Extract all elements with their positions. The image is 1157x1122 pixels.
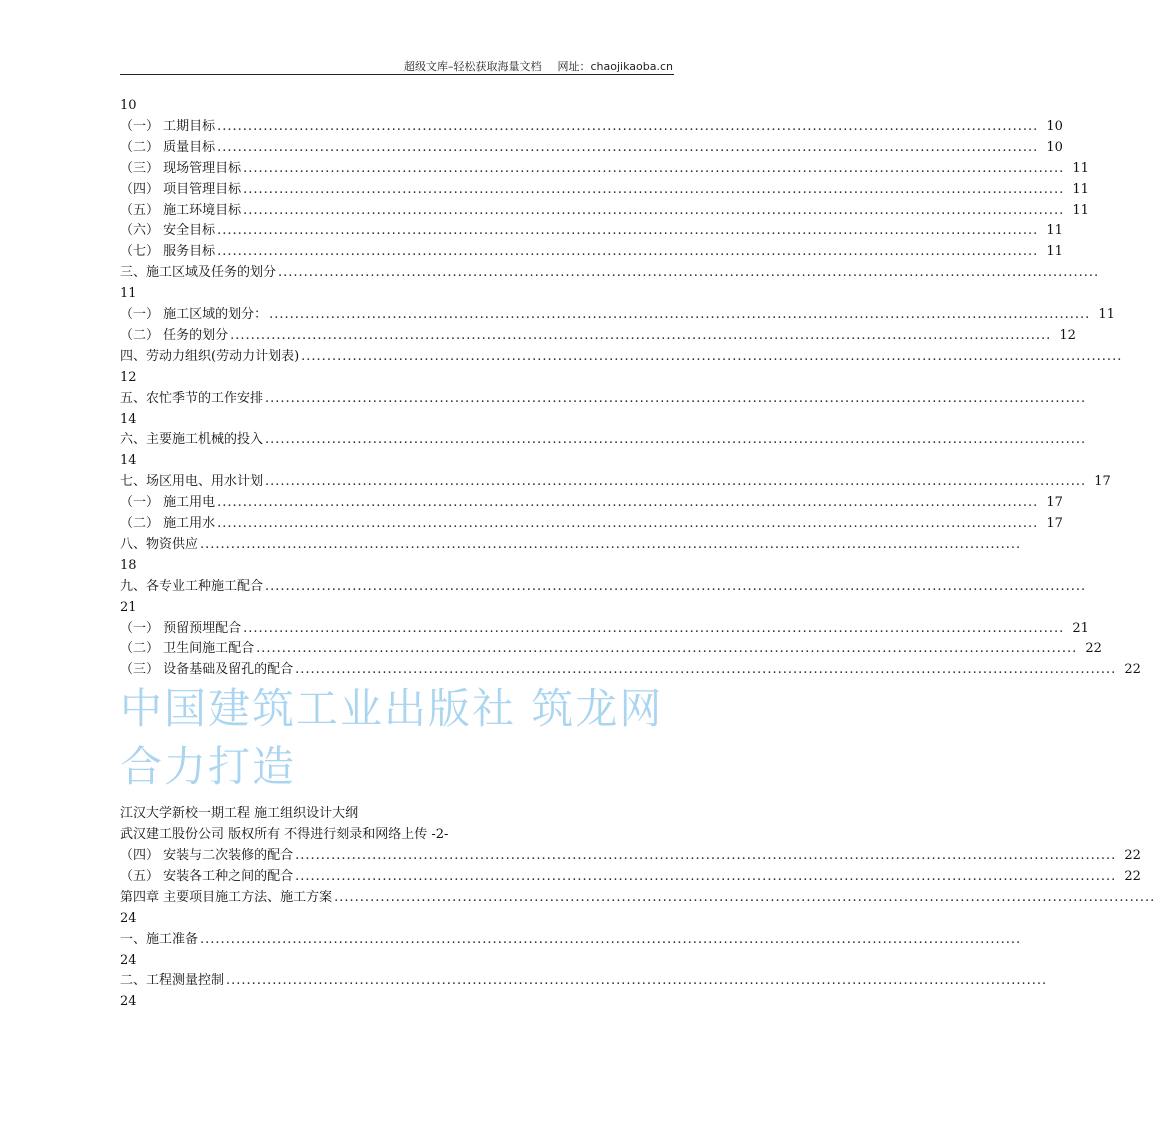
toc-leader-dots: ................................................................................................................................................................ [200,931,1022,947]
toc-entry-page: 22 [1124,662,1141,678]
toc-leader-dots: ................................................................................................................................................................ [217,139,1039,155]
toc-page-number-line: 14 [120,453,137,469]
toc-entry [120,889,1156,906]
page-header [120,56,674,75]
toc-entry [120,620,1089,637]
toc-leader-dots: ................................................................................................................................................................ [269,307,1091,322]
toc-entry-title: （五） 施工环境目标 [120,202,242,218]
toc-leader-dots: ................................................................................................................................................................ [217,516,1039,531]
toc-entry [120,578,1087,595]
toc-entry [120,474,1111,490]
toc-entry-page: 21 [1072,620,1089,636]
toc-leader-dots: ................................................................................................................................................................ [295,848,1117,863]
toc-entry-title: （一） 预留预埋配合 [120,620,242,636]
toc-entry-title: 三、施工区域及任务的划分 [120,265,277,281]
toc-entry-title: （三） 设备基础及留孔的配合 [120,662,294,678]
toc-entry-title: 七、场区用电、用水计划 [120,474,264,490]
toc-leader-dots: ................................................................................................................................................................ [230,327,1052,343]
toc-entry [120,848,1141,864]
toc-page-number-line: 18 [120,557,137,573]
toc-page-number-line: 14 [120,411,137,427]
toc-entry [120,327,1076,344]
toc-entry [120,495,1063,511]
toc-entry-title: （一） 施工区域的划分： [120,307,268,322]
toc-page-number-line: 24 [120,994,137,1010]
toc-leader-dots: ................................................................................................................................................................ [256,641,1078,657]
toc-leader-dots: ................................................................................................................................................................ [217,118,1039,134]
toc-leader-dots: ................................................................................................................................................................ [217,495,1039,511]
toc-entry-page: 11 [1046,244,1063,260]
header-text [404,58,673,74]
toc-entry [120,390,1087,407]
toc-page-number-line: 12 [120,369,137,385]
toc-leader-dots: ................................................................................................................................................................ [217,223,1039,239]
toc-entry-title: （一） 工期目标 [120,118,216,134]
toc-entry [120,139,1063,156]
toc-page-number-line: 24 [120,910,137,926]
toc-page-number-line: 11 [120,286,137,302]
toc-entry [120,244,1063,260]
toc-entry-title: 九、各专业工种施工配合 [120,578,264,594]
toc-entry [120,536,1022,553]
toc-entry [120,641,1102,657]
toc-entry-title: （二） 任务的划分 [120,327,229,343]
toc-entry [120,223,1063,239]
toc-entry-title: 第四章 主要项目施工方法、施工方案 [120,889,333,905]
toc-leader-dots: ................................................................................................................................................................ [265,474,1087,490]
toc-leader-dots: ................................................................................................................................................................ [265,390,1087,406]
toc-entry-page: 17 [1046,516,1063,531]
toc-leader-dots: ................................................................................................................................................................ [226,973,1048,989]
toc-entry-title: 一、施工准备 [120,931,199,947]
publisher-watermark: 中国建筑工业出版社 筑龙网 合力打造 [120,684,664,791]
toc-entry [120,973,1048,989]
toc-entry-page: 11 [1098,307,1115,322]
toc-entry-title: （二） 质量目标 [120,139,216,155]
toc-leader-dots: ................................................................................................................................................................ [301,348,1123,364]
toc-entry [120,662,1141,678]
toc-page-number-line: 21 [120,599,137,615]
toc-entry-page: 22 [1124,868,1141,884]
toc-page-number-line: 10 [120,98,137,113]
toc-leader-dots: ................................................................................................................................................................ [334,889,1156,905]
toc-entry-page: 11 [1046,223,1063,239]
toc-leader-dots: ................................................................................................................................................................ [243,160,1065,176]
toc-entry-page: 11 [1072,202,1089,218]
toc-entry [120,181,1089,198]
toc-entry-title: （四） 项目管理目标 [120,181,242,197]
footer-copyright: 武汉建工股份公司 版权所有 不得进行刻录和网络上传 -2- [120,827,449,842]
toc-entry-page: 17 [1046,495,1063,511]
toc-entry-title: 四、劳动力组织(劳动力计划表) [120,348,300,364]
toc-leader-dots: ................................................................................................................................................................ [243,620,1065,636]
toc-leader-dots: ................................................................................................................................................................ [295,868,1117,884]
toc-entry-title: 六、主要施工机械的投入 [120,432,264,448]
toc-entry-title: （五） 安装各工种之间的配合 [120,868,294,884]
toc-entry [120,118,1063,135]
toc-entry-title: （二） 施工用水 [120,516,216,531]
toc-entry-page: 10 [1046,118,1063,134]
toc-leader-dots: ................................................................................................................................................................ [278,265,1100,281]
toc-entry-title: （四） 安装与二次装修的配合 [120,848,294,863]
toc-entry-title: （六） 安全目标 [120,223,216,239]
header-site-slogan: 超级文库–轻松获取海量文档 [404,60,542,73]
toc-entry-title: 八、物资供应 [120,536,199,552]
toc-leader-dots: ................................................................................................................................................................ [265,432,1087,448]
toc-leader-dots: ................................................................................................................................................................ [265,578,1087,594]
toc-entry-title: （二） 卫生间施工配合 [120,641,255,657]
toc-leader-dots: ................................................................................................................................................................ [217,244,1039,260]
toc-entry-page: 12 [1059,327,1076,343]
toc-entry [120,202,1089,219]
toc-entry-page: 11 [1072,181,1089,197]
toc-entry [120,265,1100,281]
toc-entry-title: （一） 施工用电 [120,495,216,511]
footer-project-title: 江汉大学新校一期工程 施工组织设计大纲 [120,806,359,821]
toc-leader-dots: ................................................................................................................................................................ [243,202,1065,218]
toc-entry-title: （七） 服务目标 [120,244,216,260]
toc-entry [120,931,1022,948]
toc-entry [120,160,1089,177]
toc-entry [120,348,1123,365]
toc-entry-page: 17 [1094,474,1111,490]
toc-leader-dots: ................................................................................................................................................................ [200,536,1022,552]
toc-page-number-line: 24 [120,952,137,968]
toc-entry-page: 22 [1085,641,1102,657]
toc-leader-dots: ................................................................................................................................................................ [243,181,1065,197]
toc-entry [120,432,1087,448]
toc-entry-title: 五、农忙季节的工作安排 [120,390,264,406]
toc-entry [120,516,1063,532]
toc-entry [120,868,1141,885]
toc-entry [120,307,1115,323]
header-site-url: 网址：chaojikaoba.cn [557,60,673,73]
toc-leader-dots: ................................................................................................................................................................ [295,662,1117,678]
toc-entry-title: 二、工程测量控制 [120,973,225,989]
toc-entry-page: 22 [1124,848,1141,863]
toc-entry-page: 10 [1046,139,1063,155]
toc-entry-page: 11 [1072,160,1089,176]
toc-entry-title: （三） 现场管理目标 [120,160,242,176]
